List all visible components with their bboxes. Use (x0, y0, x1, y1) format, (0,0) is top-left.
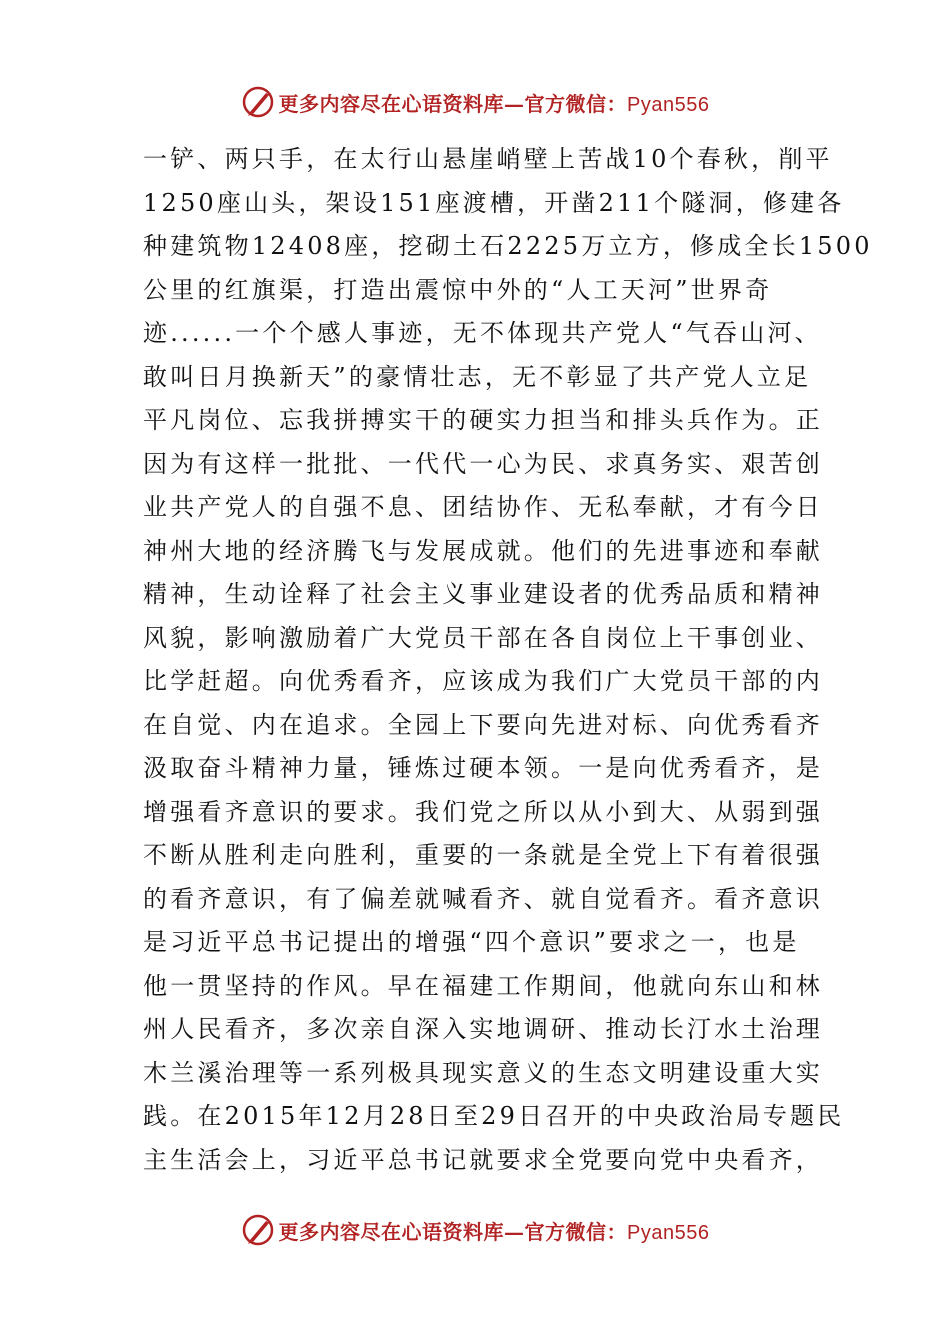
body-line: 主生活会上，习近平总书记就要求全党要向党中央看齐， (143, 1145, 823, 1174)
body-line: 平凡岗位、忘我拼搏实干的硬实力担当和排头兵作为。正 (143, 406, 823, 434)
body-line: 一铲、两只手，在太行山悬崖峭壁上苦战10个春秋，削平 (143, 145, 833, 173)
body-line: 木兰溪治理等一系列极具现实意义的生态文明建设重大实 (143, 1058, 823, 1087)
body-line: 增强看齐意识的要求。我们党之所以从小到大、从弱到强 (143, 797, 823, 826)
body-line: 1250座山头，架设151座渡槽，开凿211个隧洞，修建各 (143, 188, 845, 217)
body-line: 种建筑物12408座，挖砌土石2225万立方，修成全长1500 (143, 232, 873, 260)
header-banner-text (279, 88, 710, 117)
body-line: 州人民看齐，多次亲自深入实地调研、推动长汀水土治理 (143, 1015, 823, 1043)
body-line: 不断从胜利走向胜利，重要的一条就是全党上下有着很强 (143, 841, 823, 869)
body-line: 在自觉、内在追求。全园上下要向先进对标、向优秀看齐 (143, 710, 823, 739)
footer-wechat-id: Pyan556 (627, 1221, 710, 1244)
document-body (143, 138, 873, 1182)
body-line: 因为有这样一批批、一代代一心为民、求真务实、艰苦创 (143, 449, 823, 478)
footer-banner (0, 1210, 950, 1250)
body-line: 精神，生动诠释了社会主义事业建设者的优秀品质和精神 (143, 580, 823, 608)
header-wechat-id: Pyan556 (627, 93, 710, 116)
body-line: 公里的红旗渠，打造出震惊中外的“人工天河”世界奇 (143, 275, 773, 304)
footer-banner-text (279, 1216, 710, 1245)
body-line: 践。在2015年12月28日至29日召开的中央政治局专题民 (143, 1102, 845, 1130)
header-text: 更多内容尽在心语资料库—官方微信： (278, 91, 628, 116)
body-line: 敢叫日月换新天”的豪情壮志，无不彰显了共产党人立足 (143, 362, 812, 391)
body-line: 是习近平总书记提出的增强“四个意识”要求之一，也是 (143, 928, 800, 956)
body-line: 他一贯坚持的作风。早在福建工作期间，他就向东山和林 (143, 971, 823, 1000)
body-line: 迹......一个个感人事迹，无不体现共产党人“气吞山河、 (143, 319, 822, 347)
pen-circle-logo-icon (241, 1213, 275, 1247)
pen-circle-logo-icon (241, 85, 275, 119)
body-line: 神州大地的经济腾飞与发展成就。他们的先进事迹和奉献 (143, 536, 823, 565)
body-line: 汲取奋斗精神力量，锤炼过硬本领。一是向优秀看齐，是 (143, 754, 823, 782)
body-line: 风貌，影响激励着广大党员干部在各自岗位上干事创业、 (143, 623, 823, 652)
body-line: 比学赶超。向优秀看齐，应该成为我们广大党员干部的内 (143, 667, 823, 695)
body-line: 业共产党人的自强不息、团结协作、无私奉献，才有今日 (143, 493, 823, 521)
body-line: 的看齐意识，有了偏差就喊看齐、就自觉看齐。看齐意识 (143, 884, 823, 913)
header-banner (0, 82, 950, 122)
footer-text: 更多内容尽在心语资料库—官方微信： (278, 1219, 628, 1244)
